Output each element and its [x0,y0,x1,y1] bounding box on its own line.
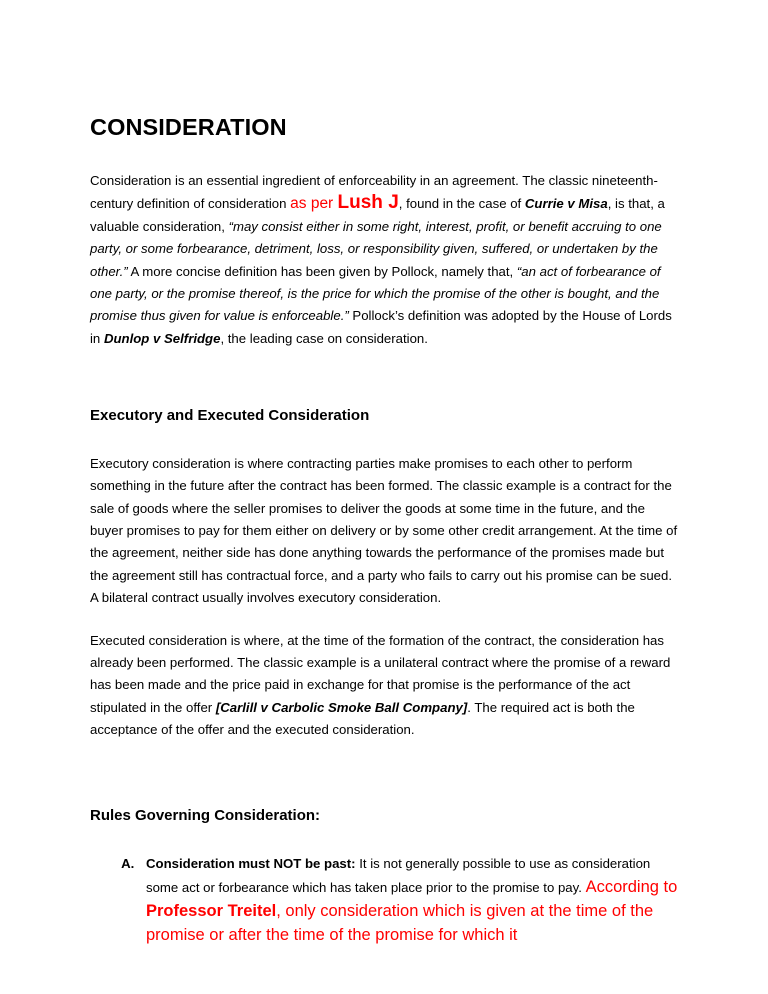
rule-body-red-2: , only consideration which is given at the time of the promise or after the time of the promise for which it [146,901,654,944]
spacer [90,350,680,406]
executed-text-2: . The required act is both the acceptance of the offer and the executed consideration. [90,699,635,738]
paragraph-executory-consideration: Executory consideration is where contracting parties make promises to each other to perform something in the future after the contract has been formed. The classic example is a contract for the sale of goods where the seller promises to deliver the goods at some time in the future, and the buyer promises to pay for them either on delivery or by some other credit arrangement. At the time of the agreement, neither side has done anything towards the performance of the promises made but the agreement still has contractual force, and a party who fails to carry out his promise can be sued. A bilateral contract usually involves executory consideration. [90,455,678,606]
case-citation-carlill-v-carbolic-smoke-ball: [Carlill v Carbolic Smoke Ball Company] [215,699,468,715]
intro-paragraph [90,170,680,350]
heading-rules-governing-consideration: Rules Governing Consideration: [90,806,321,824]
rule-red-professor-treitel: Professor Treitel [146,901,277,920]
intro-text-6: , the leading case on consideration. [220,330,428,346]
intro-text-4: A more concise definition has been given by Pollock, namely that, [127,263,517,279]
spacer [90,426,680,453]
spacer [90,742,680,806]
list-item [138,853,680,947]
intro-red-lush-j: Lush J [337,192,399,214]
heading-executory-and-executed-consideration: Executory and Executed Consideration [90,407,370,425]
rule-lead-bold: Consideration must NOT be past: [146,856,356,872]
intro-text-3: , is that, a valuable consideration, [90,196,665,234]
intro-text-2: , found in the case of [398,196,525,212]
spacer [90,610,680,630]
spacer [90,141,680,170]
intro-text-5: Pollock’s definition was adopted by the House of Lords in [90,308,672,346]
intro-red-as-per: as per [290,195,338,213]
case-citation-dunlop-v-selfridge: Dunlop v Selfridge [103,330,221,346]
intro-text-1: Consideration is an essential ingredient of enforceability in an agreement. The classic nineteenth-century definition of consideration [90,173,658,212]
spacer [90,825,680,853]
rules-list [90,853,680,947]
rule-body-red-1: According to [585,877,678,896]
paragraph-executed-consideration [90,630,680,742]
page-title: CONSIDERATION [90,114,287,140]
rule-body-black: It is not generally possible to use as consideration some act or forbearance which has taken place prior to the promise to pay. [146,856,651,895]
quotation-currie: “may consist either in some right, interest, profit, or benefit accruing to one party, or some forbearance, detriment, loss, or responsibility given, suffered, or undertaken by the other.” [90,218,662,279]
quotation-pollock: “an act of forbearance of one party, or the promise thereof, is the price for which the promise of the other is bought, and the promise thus given for value is enforceable.” [90,263,661,324]
case-citation-currie-v-misa: Currie v Misa [524,196,608,212]
executed-text-1: Executed consideration is where, at the time of the formation of the contract, the consideration has already been performed. The classic example is a unilateral contract where the promise of a reward has been made and the price paid in exchange for that promise is the performance of the act stipulated in the offer [90,632,671,715]
